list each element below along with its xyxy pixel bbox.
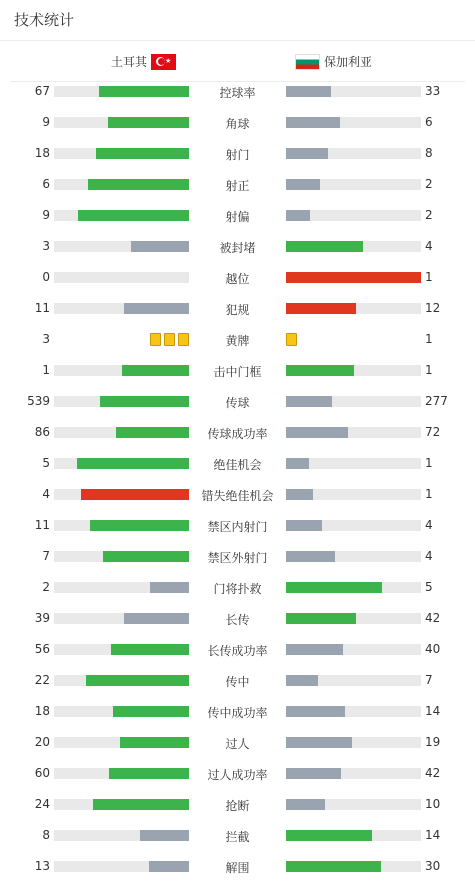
away-bar-track	[286, 303, 421, 314]
home-bar-track	[54, 675, 189, 686]
stat-row	[0, 263, 475, 294]
stat-row	[0, 356, 475, 387]
home-bar-track	[54, 303, 189, 314]
stat-row	[0, 852, 475, 883]
away-bar-track	[286, 799, 421, 810]
home-value: 9	[42, 208, 50, 222]
stat-row	[0, 77, 475, 108]
stat-label: 传中成功率	[207, 706, 268, 720]
away-team-name: 保加利亚	[324, 55, 373, 69]
stat-row	[0, 666, 475, 697]
stat-label: 过人成功率	[207, 768, 268, 782]
home-bar-fill	[124, 303, 189, 314]
away-bar-fill	[286, 799, 325, 810]
stat-label: 控球率	[219, 86, 256, 100]
away-bar-track	[286, 520, 421, 531]
away-bar-fill	[286, 737, 352, 748]
away-bar-fill	[286, 644, 343, 655]
home-team	[111, 53, 180, 70]
stat-row	[0, 635, 475, 666]
stat-label: 抢断	[225, 799, 250, 813]
stat-label: 门将扑救	[213, 582, 262, 596]
bulgaria-flag-icon	[295, 54, 320, 70]
stat-label: 角球	[225, 117, 250, 131]
home-bar-fill	[131, 241, 189, 252]
home-bar-track	[54, 520, 189, 531]
away-value: 14	[425, 828, 441, 842]
away-bar-track	[286, 768, 421, 779]
home-value: 60	[34, 766, 50, 780]
home-bar-track	[54, 830, 189, 841]
home-bar-track	[54, 272, 189, 283]
away-bar-fill	[286, 179, 320, 190]
away-value: 8	[425, 146, 433, 160]
away-value: 5	[425, 580, 433, 594]
home-bar-fill	[120, 737, 189, 748]
yellow-card-icon	[164, 333, 175, 346]
stat-row	[0, 232, 475, 263]
away-value: 40	[425, 642, 441, 656]
away-value: 42	[425, 611, 441, 625]
away-bar-track	[286, 427, 421, 438]
page-title: 技术统计	[0, 0, 475, 41]
away-value: 4	[425, 518, 433, 532]
away-bar-fill	[286, 303, 356, 314]
away-bar-track	[286, 551, 421, 562]
away-bar-fill	[286, 210, 310, 221]
home-bar-fill	[86, 675, 189, 686]
home-value: 11	[34, 301, 50, 315]
home-bar-fill	[100, 396, 189, 407]
home-bar-fill	[88, 179, 189, 190]
away-bar-fill	[286, 117, 340, 128]
away-bar-fill	[286, 241, 363, 252]
stat-row	[0, 728, 475, 759]
home-bar-track	[54, 458, 189, 469]
away-bar-fill	[286, 86, 331, 97]
home-value: 9	[42, 115, 50, 129]
stat-row	[0, 139, 475, 170]
home-bar-fill	[109, 768, 189, 779]
stat-label: 传球成功率	[207, 427, 268, 441]
home-bar-track	[54, 551, 189, 562]
away-value: 2	[425, 177, 433, 191]
away-value: 6	[425, 115, 433, 129]
away-value: 42	[425, 766, 441, 780]
stat-label: 绝佳机会	[213, 458, 262, 472]
home-bar-fill	[149, 861, 190, 872]
turkey-flag-icon: ★	[151, 54, 176, 70]
home-value: 4	[42, 487, 50, 501]
yellow-card-icon	[286, 333, 297, 346]
yellow-card-icon	[178, 333, 189, 346]
home-bar-track	[54, 179, 189, 190]
away-value: 277	[425, 394, 448, 408]
stat-label: 解围	[225, 861, 250, 875]
away-bar-track	[286, 582, 421, 593]
home-bar-fill	[103, 551, 189, 562]
away-value: 12	[425, 301, 441, 315]
home-value: 56	[34, 642, 50, 656]
away-value: 4	[425, 549, 433, 563]
away-bar-fill	[286, 613, 356, 624]
home-bar-fill	[111, 644, 189, 655]
stat-row	[0, 449, 475, 480]
stat-row	[0, 821, 475, 852]
home-value: 67	[34, 84, 50, 98]
stat-row	[0, 170, 475, 201]
away-bar-fill	[286, 706, 345, 717]
stat-row	[0, 790, 475, 821]
home-bar-fill	[150, 582, 189, 593]
stat-row	[0, 108, 475, 139]
home-bar-fill	[96, 148, 189, 159]
stat-label: 禁区外射门	[207, 551, 268, 565]
stat-label: 射偏	[225, 210, 250, 224]
home-value: 86	[34, 425, 50, 439]
away-value: 30	[425, 859, 441, 873]
home-value: 20	[34, 735, 50, 749]
teams-header	[10, 41, 465, 82]
home-bar-track	[54, 86, 189, 97]
away-yellow-cards	[286, 333, 297, 346]
home-value: 11	[34, 518, 50, 532]
away-value: 1	[425, 487, 433, 501]
away-bar-track	[286, 613, 421, 624]
home-bar-fill	[113, 706, 189, 717]
home-bar-fill	[140, 830, 189, 841]
away-bar-track	[286, 861, 421, 872]
home-value: 24	[34, 797, 50, 811]
home-value: 13	[34, 859, 50, 873]
away-bar-fill	[286, 272, 421, 283]
away-value: 33	[425, 84, 441, 98]
home-bar-fill	[78, 210, 189, 221]
away-bar-track	[286, 830, 421, 841]
home-bar-track	[54, 737, 189, 748]
home-value: 7	[42, 549, 50, 563]
away-bar-fill	[286, 458, 309, 469]
home-value: 39	[34, 611, 50, 625]
home-value: 18	[34, 704, 50, 718]
away-bar-fill	[286, 427, 348, 438]
home-bar-track	[54, 241, 189, 252]
stat-label: 击中门框	[213, 365, 262, 379]
home-bar-fill	[77, 458, 189, 469]
home-bar-track	[54, 582, 189, 593]
home-bar-track	[54, 210, 189, 221]
home-yellow-cards	[150, 333, 189, 346]
home-bar-fill	[81, 489, 189, 500]
away-value: 19	[425, 735, 441, 749]
away-bar-track	[286, 179, 421, 190]
stat-row	[0, 511, 475, 542]
away-bar-track	[286, 86, 421, 97]
away-value: 10	[425, 797, 441, 811]
away-bar-fill	[286, 148, 328, 159]
stat-row	[0, 697, 475, 728]
home-bar-fill	[124, 613, 189, 624]
home-value: 6	[42, 177, 50, 191]
home-team-name: 土耳其	[110, 55, 147, 69]
home-bar-track	[54, 117, 189, 128]
away-value: 1	[425, 332, 433, 346]
away-bar-track	[286, 675, 421, 686]
home-bar-track	[54, 396, 189, 407]
stat-label: 错失绝佳机会	[201, 489, 274, 503]
away-bar-track	[286, 706, 421, 717]
stat-label: 犯规	[225, 303, 250, 317]
away-bar-fill	[286, 489, 313, 500]
home-value: 3	[42, 332, 50, 346]
away-bar-fill	[286, 365, 354, 376]
home-bar-fill	[90, 520, 189, 531]
stat-label: 禁区内射门	[207, 520, 268, 534]
stat-row	[0, 325, 475, 356]
home-value: 8	[42, 828, 50, 842]
away-bar-fill	[286, 861, 381, 872]
home-value: 22	[34, 673, 50, 687]
stat-label: 黄牌	[225, 334, 250, 348]
home-value: 539	[27, 394, 50, 408]
home-bar-fill	[116, 427, 189, 438]
home-value: 2	[42, 580, 50, 594]
away-bar-fill	[286, 551, 335, 562]
away-bar-fill	[286, 582, 382, 593]
away-bar-track	[286, 210, 421, 221]
stat-label: 越位	[225, 272, 250, 286]
away-bar-track	[286, 148, 421, 159]
stat-label: 传中	[225, 675, 250, 689]
away-bar-track	[286, 241, 421, 252]
away-bar-track	[286, 737, 421, 748]
home-bar-track	[54, 365, 189, 376]
stat-row	[0, 294, 475, 325]
stat-label: 射正	[225, 179, 250, 193]
away-value: 1	[425, 456, 433, 470]
home-bar-track	[54, 427, 189, 438]
away-value: 72	[425, 425, 441, 439]
stat-row	[0, 480, 475, 511]
stat-row	[0, 759, 475, 790]
away-bar-track	[286, 117, 421, 128]
yellow-card-icon	[150, 333, 161, 346]
home-value: 3	[42, 239, 50, 253]
away-bar-track	[286, 489, 421, 500]
stat-row	[0, 604, 475, 635]
home-bar-fill	[99, 86, 189, 97]
home-bar-track	[54, 489, 189, 500]
stat-row	[0, 542, 475, 573]
stat-label: 过人	[225, 737, 250, 751]
away-bar-track	[286, 644, 421, 655]
stat-row	[0, 418, 475, 449]
away-value: 2	[425, 208, 433, 222]
home-bar-track	[54, 613, 189, 624]
home-value: 0	[42, 270, 50, 284]
stat-row	[0, 201, 475, 232]
away-bar-fill	[286, 768, 341, 779]
stat-row	[0, 387, 475, 418]
away-value: 1	[425, 270, 433, 284]
stat-label: 传球	[225, 396, 250, 410]
stat-label: 射门	[225, 148, 250, 162]
home-value: 18	[34, 146, 50, 160]
home-value: 1	[42, 363, 50, 377]
home-bar-track	[54, 861, 189, 872]
away-value: 14	[425, 704, 441, 718]
away-team	[291, 53, 372, 70]
stat-label: 长传成功率	[207, 644, 268, 658]
home-bar-track	[54, 644, 189, 655]
away-value: 4	[425, 239, 433, 253]
stat-row	[0, 573, 475, 604]
away-bar-track	[286, 365, 421, 376]
home-bar-fill	[93, 799, 189, 810]
home-bar-track	[54, 768, 189, 779]
away-value: 7	[425, 673, 433, 687]
away-bar-fill	[286, 396, 332, 407]
away-value: 1	[425, 363, 433, 377]
away-bar-fill	[286, 520, 322, 531]
stat-label: 被封堵	[219, 241, 256, 255]
home-bar-track	[54, 799, 189, 810]
stat-label: 拦截	[225, 830, 250, 844]
home-bar-track	[54, 706, 189, 717]
stat-label: 长传	[225, 613, 250, 627]
away-bar-fill	[286, 675, 318, 686]
home-value: 5	[42, 456, 50, 470]
home-bar-fill	[108, 117, 189, 128]
away-bar-track	[286, 272, 421, 283]
away-bar-fill	[286, 830, 372, 841]
home-bar-track	[54, 148, 189, 159]
away-bar-track	[286, 458, 421, 469]
away-bar-track	[286, 396, 421, 407]
home-bar-fill	[122, 365, 190, 376]
